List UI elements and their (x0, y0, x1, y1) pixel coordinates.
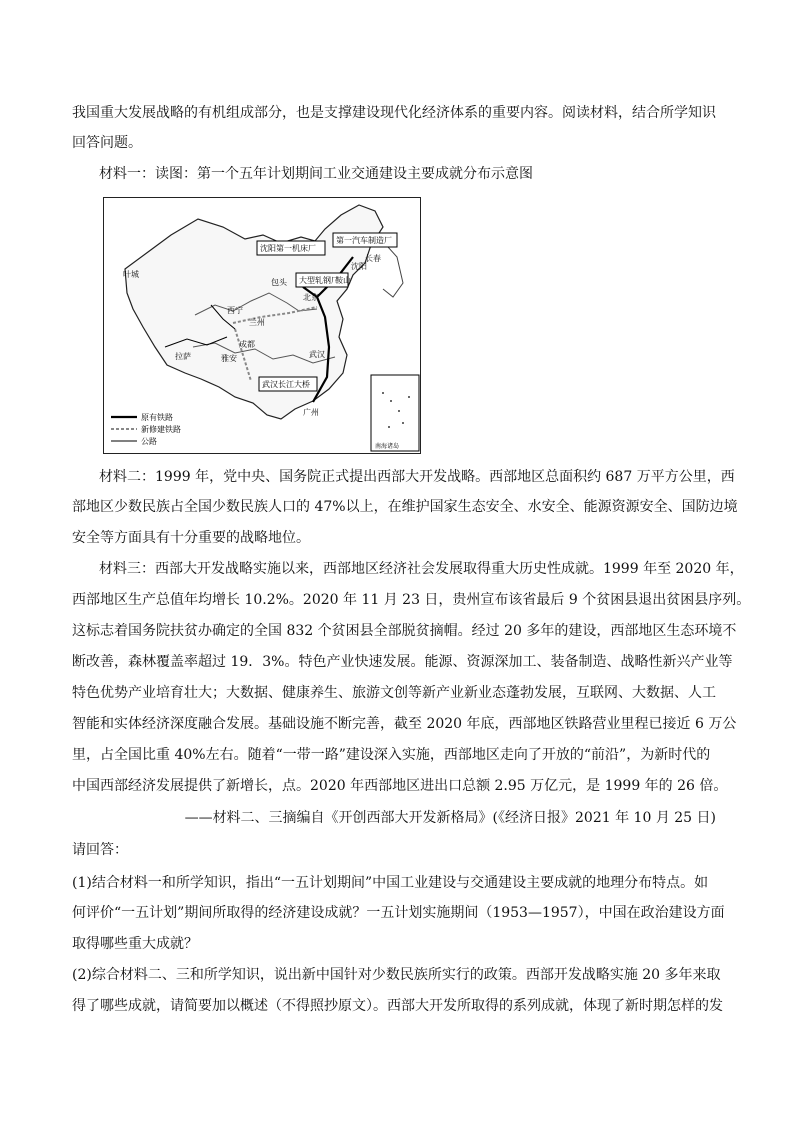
place-label: 成都 (239, 340, 255, 349)
svg-text:第一汽车制造厂: 第一汽车制造厂 (336, 236, 392, 245)
map-legend (107, 409, 181, 451)
place-label: 鞍山 (335, 276, 351, 285)
svg-text:原有铁路: 原有铁路 (141, 413, 173, 422)
svg-text:武汉长江大桥: 武汉长江大桥 (262, 380, 310, 389)
svg-text:新修建铁路: 新修建铁路 (141, 425, 181, 434)
place-label: 雅安 (221, 354, 237, 363)
material3-line: 里，占全国比重 40%左右。随着“一带一路”建设深入实施，西部地区走向了开放的“前沿”，为新时代的 (72, 747, 711, 763)
south-china-sea-inset (371, 375, 419, 451)
question-line: (2)综合材料二、三和所学知识，说出新中国针对少数民族所实行的政策。西部开发战略实施 20 多年来取 (72, 967, 721, 983)
place-label: 武汉 (309, 350, 325, 359)
svg-text:公路: 公路 (141, 437, 157, 446)
svg-text:大型轧钢厂: 大型轧钢厂 (299, 276, 339, 285)
place-label: 兰州 (249, 318, 265, 327)
question-line: 取得哪些重大成就？ (72, 936, 198, 952)
source-credit: ——材料二、三摘编自《开创西部大开发新格局》(《经济日报》2021 年 10 月 25 日) (184, 810, 716, 826)
material3-line: 中国西部经济发展提供了新增长，点。2020 年西部地区进出口总额 2.95 万亿元，是 1999 年的 26 倍。 (72, 778, 728, 794)
material3-line: 材料三：西部大开发战略实施以来，西部地区经济社会发展取得重大历史性成就。1999 年至 2020 年， (99, 561, 744, 577)
place-label: 叶城 (123, 270, 139, 279)
material2-line: 安全等方面具有十分重要的战略地位。 (72, 530, 310, 546)
prompt-label: 请回答： (72, 842, 128, 858)
material3-line: 这标志着国务院扶贫办确定的全国 832 个贫困县全部脱贫摘帽。经过 20 多年的建设，西部地区生态环境不 (72, 623, 737, 639)
place-label: 西宁 (227, 306, 243, 315)
svg-text:南海诸岛: 南海诸岛 (375, 443, 400, 450)
material2-line: 部地区少数民族占全国少数民族人口的 47%以上，在维护国家生态安全、水安全、能源资源安全、国防边境 (72, 499, 738, 515)
place-label: 长春 (365, 254, 381, 263)
question-line: 何评价“一五计划”期间所取得的经济建设成就？一五计划实施期间（1953—1957），中国在政治建设方面 (72, 905, 725, 921)
place-label: 北京 (303, 293, 319, 302)
material3-line: 断改善，森林覆盖率超过 19．3%。特色产业快速发展。能源、资源深加工、装备制造、战略性新兴产业等 (72, 654, 733, 670)
material3-line: 西部地区生产总值年均增长 10.2%。2020 年 11 月 23 日，贵州宣布该省最后 9 个贫困县退出贫困县序列。 (72, 592, 751, 608)
place-label: 包头 (271, 278, 287, 287)
material3-line: 智能和实体经济深度融合发展。基础设施不断完善，截至 2020 年底，西部地区铁路营业里程已接近 6 万公 (72, 716, 737, 732)
material1-caption: 材料一：读图：第一个五年计划期间工业交通建设主要成就分布示意图 (99, 166, 533, 182)
map-box-faw (333, 233, 397, 247)
place-label: 沈阳 (351, 262, 367, 271)
question-line: 得了哪些成就，请简要加以概述（不得照抄原文）。西部大开发所取得的系列成就，体现了新时期怎样的发 (72, 998, 723, 1014)
question-line: (1)结合材料一和所学知识，指出“一五计划期间”中国工业建设与交通建设主要成就的地理分布特点。如 (72, 875, 709, 891)
material3-line: 特色优势产业培育壮大；大数据、健康养生、旅游文创等新产业新业态蓬勃发展，互联网、大数据、人工 (72, 685, 716, 701)
place-label: 广州 (303, 408, 319, 417)
material2-line: 材料二：1999 年，党中央、国务院正式提出西部大开发战略。西部地区总面积约 687 万平方公里，西 (99, 469, 735, 485)
map-box-shenyang-machine (257, 241, 325, 255)
intro-line: 回答问题。 (72, 135, 142, 151)
map-box-wuhan-bridge (259, 377, 317, 391)
svg-text:沈阳第一机床厂: 沈阳第一机床厂 (260, 244, 316, 253)
industry-transport-map (103, 197, 421, 454)
place-label: 拉萨 (175, 352, 191, 361)
intro-line: 我国重大发展战略的有机组成部分，也是支撑建设现代化经济体系的重要内容。阅读材料，结合所学知识 (72, 105, 716, 121)
